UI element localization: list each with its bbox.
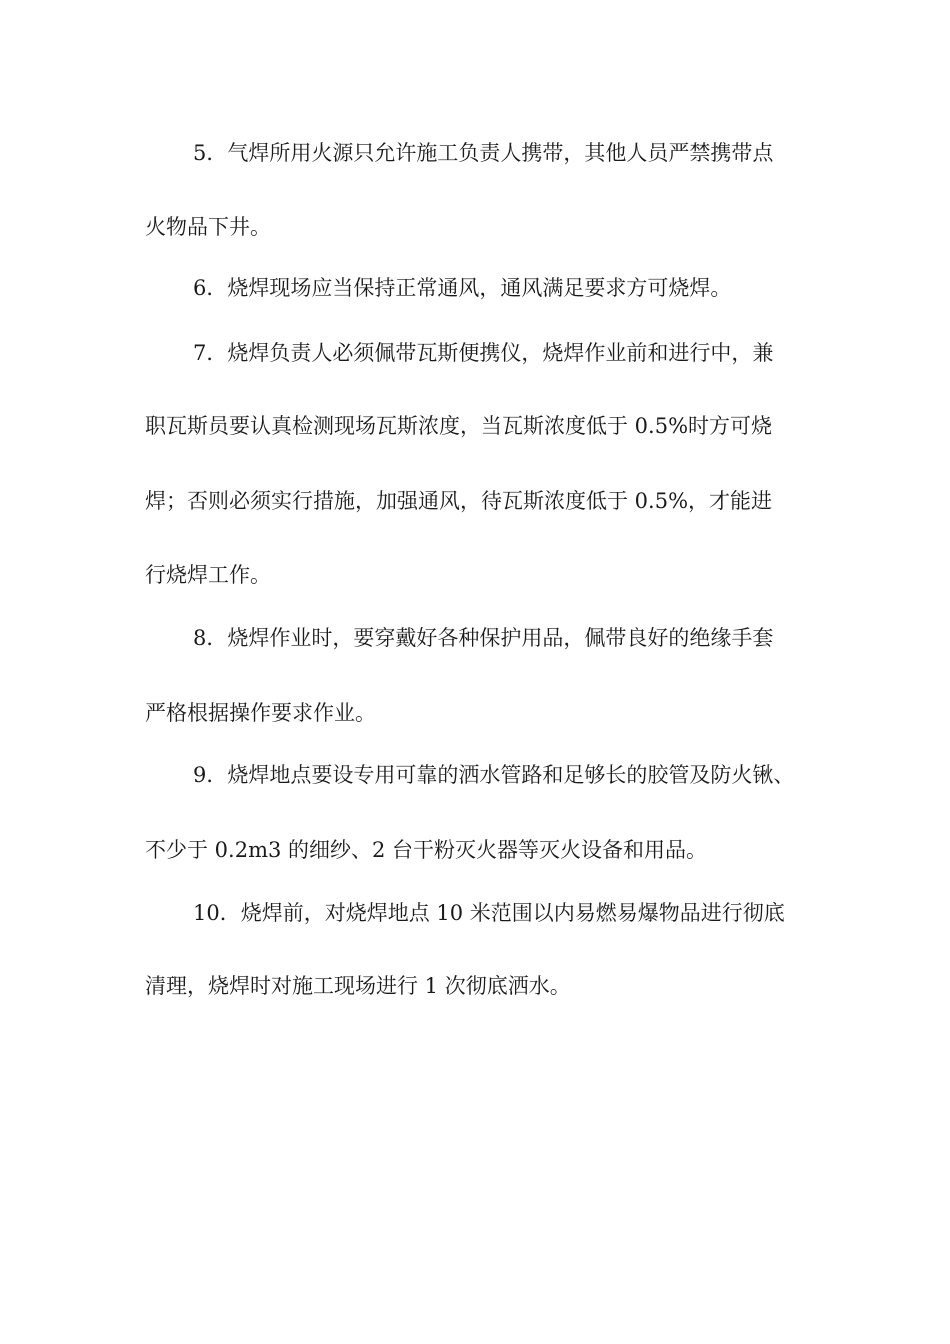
paragraph-9-line-2: 不少于 0.2m3 的细纱、2 台干粉灭火器等灭火设备和用品。 [145,838,708,862]
paragraph-5-line-1: 5．气焊所用火源只允许施工负责人携带，其他人员严禁携带点 [193,141,774,165]
paragraph-9-line-1: 9．烧焊地点要设专用可靠的洒水管路和足够长的胶管及防火锹、 [193,763,795,787]
paragraph-7-line-1: 7．烧焊负责人必须佩带瓦斯便携仪，烧焊作业前和进行中，兼 [193,341,774,365]
paragraph-8-line-2: 严格根据操作要求作业。 [145,701,376,725]
paragraph-10-line-1: 10．烧焊前，对烧焊地点 10 米范围以内易燃易爆物品进行彻底 [193,901,785,925]
paragraph-7-line-3: 焊；否则必须实行措施，加强通风，待瓦斯浓度低于 0.5%，才能进 [145,489,773,513]
paragraph-10-line-2: 清理，烧焊时对施工现场进行 1 次彻底洒水。 [145,974,571,998]
paragraph-5-line-2: 火物品下井。 [145,215,271,239]
paragraph-8-line-1: 8．烧焊作业时，要穿戴好各种保护用品，佩带良好的绝缘手套 [193,626,774,650]
paragraph-7-line-4: 行烧焊工作。 [145,563,271,587]
paragraph-6-line-1: 6．烧焊现场应当保持正常通风，通风满足要求方可烧焊。 [193,276,732,300]
paragraph-7-line-2: 职瓦斯员要认真检测现场瓦斯浓度，当瓦斯浓度低于 0.5%时方可烧 [145,414,773,438]
